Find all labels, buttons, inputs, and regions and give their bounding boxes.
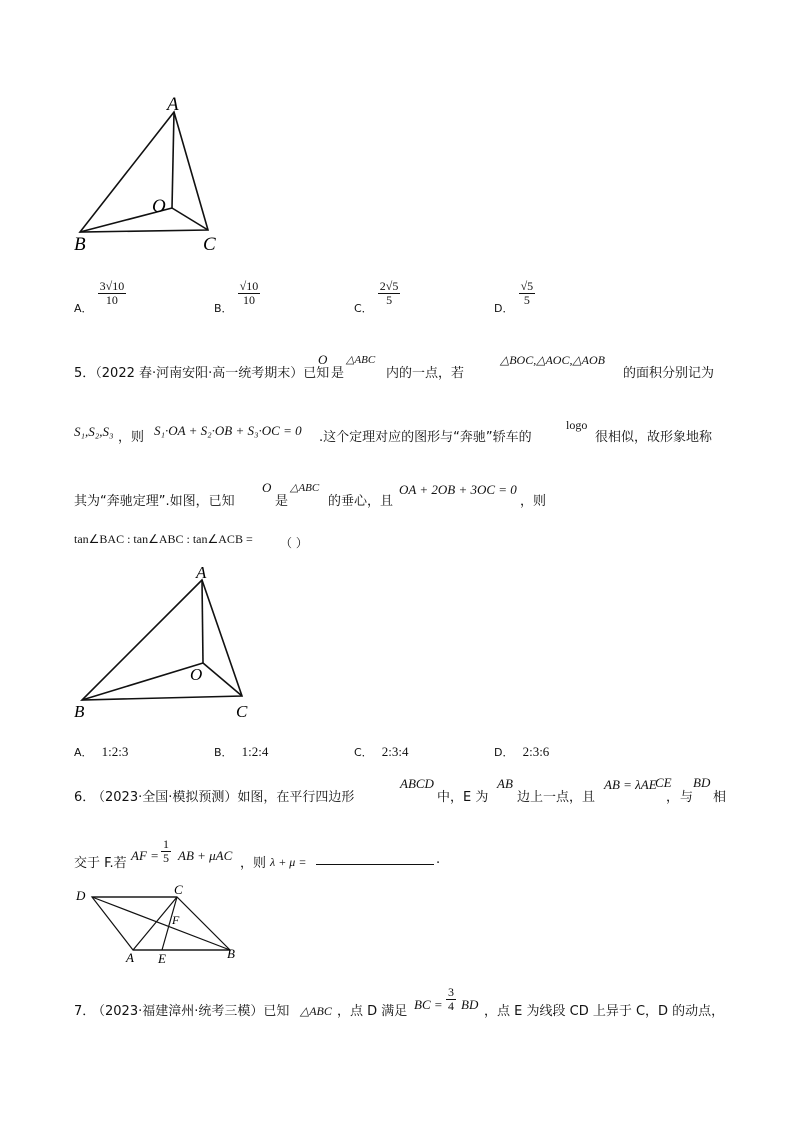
q6-ce: CE [655, 775, 672, 790]
triangle-figure-2 [70, 560, 260, 720]
q5-then: ，则 [118, 430, 145, 445]
label-c: C [203, 234, 216, 255]
q6-edge: 边上一点，且 [517, 790, 596, 805]
q5-then2: ，则 [520, 494, 547, 509]
label-d: D [76, 888, 86, 903]
q5-option-a[interactable]: A． 1:2:3 [74, 744, 129, 759]
label-a: A [196, 563, 207, 582]
q7-rest: ，点 E 为线段 CD 上异于 C，D 的动点， [484, 1004, 725, 1019]
q5-eq2: OA + 2OB + 3OC = 0 [399, 482, 517, 497]
q5-tris: △BOC,△AOC,△AOB [500, 353, 606, 367]
q6-source: （2023·全国·模拟预测）如图，在平行四边形 [92, 790, 355, 805]
q5-line3: 其为“奔驰定理”.如图，已知 [74, 494, 235, 509]
q7-tri: △ABC [300, 1004, 332, 1018]
q6-xiang: 相 [713, 790, 727, 805]
q5-option-c[interactable]: C． 2:3:4 [354, 744, 409, 759]
q6-bd: BD [693, 775, 711, 790]
q7-bd: BD [461, 997, 479, 1012]
q6-ab: AB [497, 776, 513, 791]
label-a: A [126, 950, 134, 965]
q6-answer-blank[interactable] [316, 852, 434, 865]
q4-option-b[interactable]: $_{B.}$ $\frac{√10}{10}$ [214, 279, 259, 315]
label-f: F [172, 913, 180, 927]
q6-ab-vec: AB + μAC [178, 848, 233, 863]
label-e: E [158, 951, 166, 966]
q5-is: 是 [331, 366, 345, 381]
label-o: O [190, 665, 203, 684]
q6-abcd: ABCD [400, 776, 434, 791]
q4-option-a[interactable]: $_{A.}$ $\frac{3√10}{10}$ [74, 279, 125, 315]
q6-frac: $\frac{1}{5}$ [163, 837, 169, 865]
q5-paren: （ ） [280, 536, 308, 550]
q5-s-list: S₁,S₂,S₃ [74, 424, 114, 439]
q5-inner: 内的一点，若 [386, 366, 465, 381]
q5-is2: 是 [275, 494, 289, 509]
q5-line-1 [74, 362, 329, 381]
label-c: C [236, 702, 248, 720]
q6-af: AF = [131, 848, 159, 863]
label-o: O [152, 196, 166, 217]
q5-similar: 很相似，故形象地称 [595, 430, 713, 445]
label-a: A [167, 94, 179, 115]
q7-source: （2023·福建漳州·统考三模）已知 [92, 1004, 290, 1019]
q6-then: ，则 [240, 856, 267, 871]
q6-eq: AB = λAE [604, 777, 657, 792]
label-b: B [227, 946, 235, 961]
label-c: C [174, 882, 183, 897]
q6-lm: λ + μ = [270, 855, 307, 869]
q7-point-d: ，点 D 满足 [337, 1004, 408, 1019]
q5-number: 5． [74, 366, 96, 381]
q4-option-d[interactable]: $_{D.}$ $\frac{√5}{5}$ [494, 279, 534, 315]
q6-mid: 中，E 为 [437, 790, 489, 805]
q4-option-c[interactable]: $_{C.}$ $\frac{2√5}{5}$ [354, 279, 399, 315]
q5-ask: tan∠BAC : tan∠ABC : tan∠ACB = [74, 532, 253, 546]
q5-tri2: △ABC [290, 482, 320, 494]
q5-areas: 的面积分别记为 [623, 366, 715, 381]
q7-frac: $\frac{3}{4}$ [448, 985, 454, 1013]
q6-line2: 交于 F.若 [74, 856, 127, 871]
q5-option-d[interactable]: D． 2:3:6 [494, 744, 550, 759]
q5-theorem: .这个定理对应的图形与“奔驰”轿车的 [319, 430, 532, 445]
label-b: B [74, 234, 86, 255]
q5-ortho: 的垂心，且 [328, 494, 394, 509]
q6-comma: ， [666, 790, 680, 805]
q5-eq: S₁·OA + S₂·OB + S₃·OC = 0 [154, 423, 302, 438]
q6-end: . [436, 852, 441, 867]
q6-number: 6． [74, 790, 96, 805]
q7-bc: BC = [414, 997, 443, 1012]
q6-with: 与 [680, 790, 694, 805]
q7-number: 7． [74, 1004, 96, 1019]
triangle-figure-1 [70, 90, 230, 260]
parallelogram-figure [70, 882, 250, 967]
q5-source: （2022 春·河南安阳·高一统考期末）已知 [95, 366, 330, 381]
q5-logo: logo [566, 418, 588, 432]
q5-option-b[interactable]: B． 1:2:4 [214, 744, 269, 759]
q5-o: O [318, 352, 328, 367]
label-b: B [74, 702, 85, 720]
q5-o2: O [262, 480, 272, 495]
q5-tri: △ABC [346, 354, 376, 366]
